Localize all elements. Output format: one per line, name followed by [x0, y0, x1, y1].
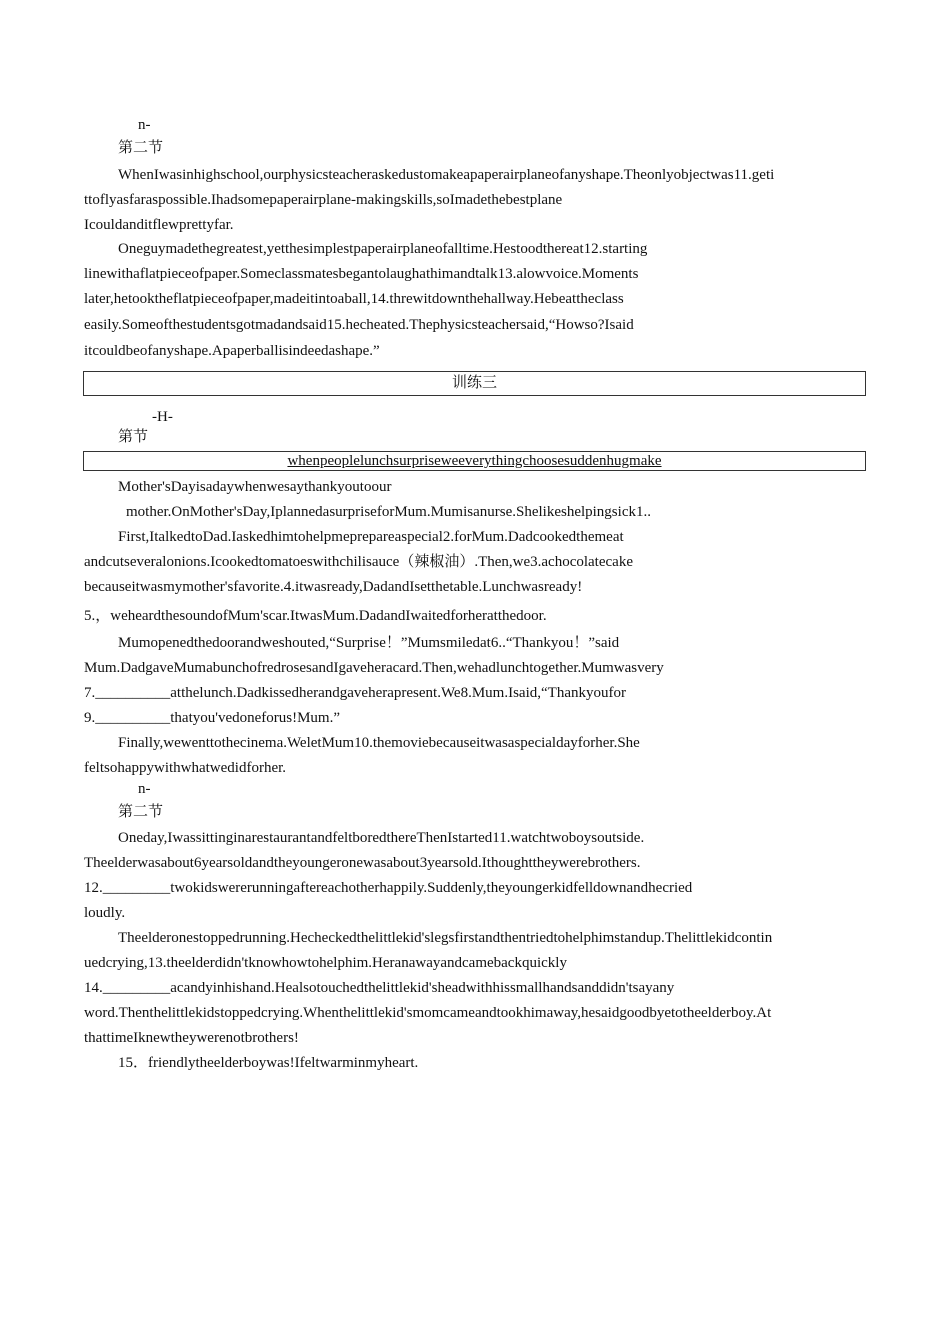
paragraph-line: 12._________twokidswererunningaftereachotherhappily.Suddenly,theyoungerkidfelldownandhecried — [84, 880, 693, 896]
paragraph-line: WhenIwasinhighschool,ourphysicsteacheraskedustomakeapaperairplaneofanyshape.Theonlyobjectwas11.geti — [118, 167, 775, 183]
paragraph-line: 9.__________thatyou'vedoneforus!Mum.” — [84, 710, 340, 726]
paragraph-line: linewithaflatpieceofpaper.Someclassmatesbegantolaughathimandtalk13.alowvoice.Moments — [84, 266, 639, 282]
paragraph-line: uedcrying,13.theelderdidn'tknowhowtohelphim.Heranawayandcamebackquickly — [84, 955, 567, 971]
section-marker: n- — [138, 117, 151, 133]
paragraph-line: Mumopenedthedoorandweshouted,“Surprise！”Mumsmiledat6..“Thankyou！”said — [118, 635, 620, 651]
paragraph-line: easily.Someofthestudentsgotmadandsaid15.hecheated.Thephysicsteachersaid,“Howso?Isaid — [84, 317, 634, 333]
paragraph-line: Mum.DadgaveMumabunchofredrosesandIgaveheracard.Then,wehadlunchtogether.Mumwasvery — [84, 660, 664, 676]
paragraph-line: Oneguymadethegreatest,yetthesimplestpaperairplaneofalltime.Hestoodthereat12.starting — [118, 241, 648, 257]
paragraph-line: mother.OnMother'sDay,IplannedasurpriseforMum.Mumisanurse.Shelikeshelpingsick1.. — [126, 504, 651, 520]
paragraph-line: 15．friendlytheelderboywas!Ifeltwarminmyheart. — [118, 1055, 419, 1071]
training-title-box — [83, 371, 866, 396]
training-title: 训练三 — [451, 375, 497, 391]
paragraph-line: Theelderonestoppedrunning.Hecheckedthelittlekid'slegsfirstandthentriedtohelphimstandup.Thelittlekidcontin — [118, 930, 773, 946]
paragraph-line: later,hetooktheflatpieceofpaper,madeitintoaball,14.threwitdownthehallway.Hebeattheclass — [84, 291, 624, 307]
word-bank-box — [83, 451, 866, 471]
paragraph-line: Finally,wewenttothecinema.WeletMum10.themoviebecauseitwasaspecialdayforher.She — [118, 735, 640, 751]
section-marker: n- — [138, 781, 151, 797]
paragraph-line: Theelderwasabout6yearsoldandtheyoungeronewasabout3yearsold.Ithoughttheywerebrothers. — [84, 855, 641, 871]
paragraph-line: First,ItalkedtoDad.Iaskedhimtohelpmeprepareaspecial2.forMum.Dadcookedthemeat — [118, 529, 624, 545]
paragraph-line: ttoflyasfaraspossible.Ihadsomepaperairplane-makingskills,soImadethebestplane — [84, 192, 563, 208]
paragraph-line: loudly. — [84, 905, 126, 921]
section-marker: -H- — [152, 409, 173, 425]
section-heading: 第二节 — [118, 140, 164, 156]
word-bank: whenpeoplelunchsurpriseweeverythingchoosesuddenhugmake — [287, 453, 662, 469]
section-heading: 第节 — [118, 429, 149, 445]
paragraph-line: 5.，weheardthesoundofMum'scar.ItwasMum.DadandIwaitedforheratthedoor. — [84, 608, 547, 624]
paragraph-line: 7.__________atthelunch.Dadkissedherandgaveherapresent.We8.Mum.Isaid,“Thankyoufor — [84, 685, 626, 701]
paragraph-line: word.Thenthelittlekidstoppedcrying.Whenthelittlekid'smomcameandtookhimaway,hesaidgoodbyetotheelderboy.At — [84, 1005, 772, 1021]
paragraph-line: becauseitwasmymother'sfavorite.4.itwasready,DadandIsetthetable.Lunchwasready! — [84, 579, 583, 595]
paragraph-line: itcouldbeofanyshape.Apaperballisindeedashape.” — [84, 343, 380, 359]
paragraph-line: andcutseveralonions.Icookedtomatoeswithchilisauce（辣椒油）.Then,we3.achocolatecake — [84, 554, 633, 570]
paragraph-line: Mother'sDayisadaywhenwesaythankyoutoour — [118, 479, 392, 495]
paragraph-line: Icouldanditflewprettyfar. — [84, 217, 234, 233]
paragraph-line: Oneday,IwassittinginarestaurantandfeltboredthereThenIstarted11.watchtwoboysoutside. — [118, 830, 645, 846]
paragraph-line: 14._________acandyinhishand.Healsotouchedthelittlekid'sheadwithhissmallhandsanddidn'tsayany — [84, 980, 675, 996]
section-heading: 第二节 — [118, 804, 164, 820]
paragraph-line: thattimeIknewtheywerenotbrothers! — [84, 1030, 299, 1046]
paragraph-line: feltsohappywithwhatwedidforher. — [84, 760, 287, 776]
